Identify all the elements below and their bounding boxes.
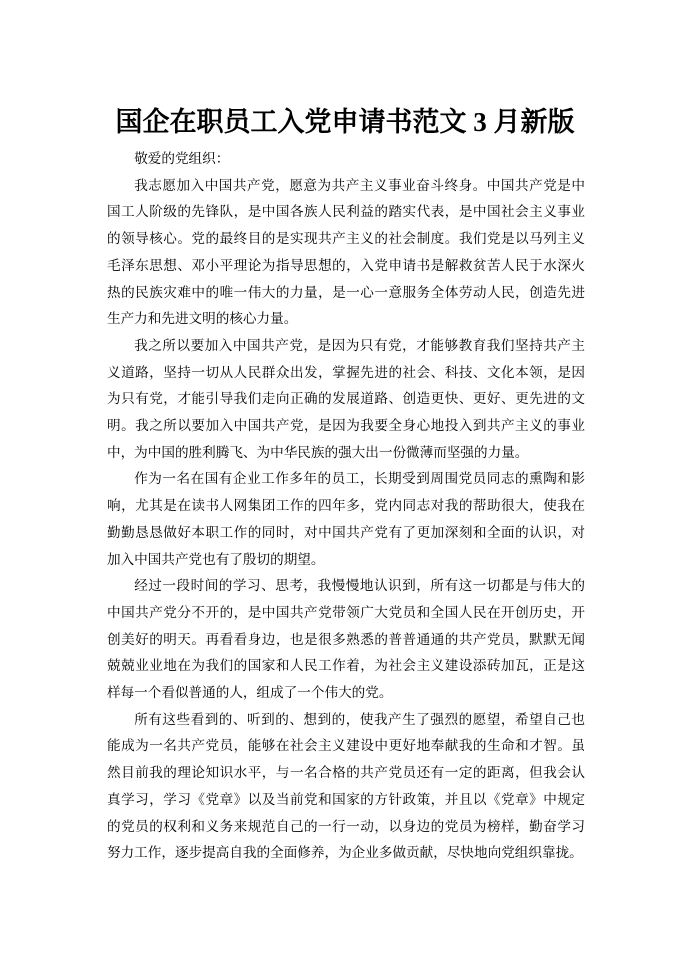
text-line: 毛泽东思想、邓小平理论为指导思想的，入党申请书是解救贫苦人民于水深火	[107, 257, 585, 273]
text-line: 明。我之所以要加入中国共产党，是因为我要全身心地投入到共产主义的事业	[107, 418, 585, 434]
text-line: 为只有党，才能引导我们走向正确的发展道路、创造更快、更好、更先进的文	[107, 391, 585, 407]
text-line: 经过一段时间的学习、思考，我慢慢地认识到，所有这一切都是与伟大的	[134, 578, 585, 594]
text-line: 国工人阶级的先锋队，是中国各族人民利益的踏实代表，是中国社会主义事业	[107, 204, 585, 220]
text-line: 努力工作，逐步提高自我的全面修养，为企业多做贡献，尽快地向党组织靠拢。	[107, 845, 583, 861]
text-line: 中国共产党分不开的，是中国共产党带领广大党员和全国人民在开创历史，开	[107, 604, 585, 620]
text-line: 热的民族灾难中的唯一伟大的力量，是一心一意服务全体劳动人民，创造先进	[107, 284, 585, 300]
text-line: 生产力和先进文明的核心力量。	[107, 311, 298, 327]
text-line: 然目前我的理论知识水平，与一名合格的共产党员还有一定的距离，但我会认	[107, 765, 585, 781]
text-line: 义道路，坚持一切从人民群众出发，掌握先进的社会、科技、文化本领，是因	[107, 364, 585, 380]
text-line: 中，为中国的胜利腾飞、为中华民族的强大出一份微薄而坚强的力量。	[107, 444, 529, 460]
text-line: 我之所以要加入中国共产党，是因为只有党，才能够教育我们坚持共产主	[134, 337, 585, 353]
text-line: 真学习，学习《党章》以及当前党和国家的方针政策，并且以《党章》中规定	[107, 791, 585, 807]
document-body	[107, 146, 585, 867]
text-line: 的党员的权利和义务来规范自己的一行一动，以身边的党员为榜样，勤奋学习	[107, 818, 585, 834]
text-line: 勤勤恳恳做好本职工作的同时，对中国共产党有了更加深刻和全面的认识，对	[107, 524, 585, 540]
salutation: 敬爱的党组织：	[134, 151, 230, 166]
text-line: 作为一名在国有企业工作多年的员工，长期受到周围党员同志的熏陶和影	[134, 471, 585, 487]
text-line: 加入中国共产党也有了殷切的期望。	[107, 551, 325, 567]
text-line: 我志愿加入中国共产党，愿意为共产主义事业奋斗终身。中国共产党是中	[134, 177, 585, 193]
page-title: 国企在职员工入党申请书范文 3 月新版	[115, 107, 575, 137]
text-line: 响，尤其是在读书人网集团工作的四年多，党内同志对我的帮助很大，使我在	[107, 498, 585, 514]
text-line: 创美好的明天。再看看身边，也是很多熟悉的普普通通的共产党员，默默无闻	[107, 631, 585, 647]
text-line: 样每一个看似普通的人，组成了一个伟大的党。	[107, 685, 393, 701]
text-line: 兢兢业业地在为我们的国家和人民工作着，为社会主义建设添砖加瓦，正是这	[107, 658, 585, 674]
text-line: 的领导核心。党的最终目的是实现共产主义的社会制度。我们党是以马列主义	[107, 231, 585, 247]
text-line: 能成为一名共产党员，能够在社会主义建设中更好地奉献我的生命和才智。虽	[107, 738, 585, 754]
text-line: 所有这些看到的、听到的、想到的，使我产生了强烈的愿望，希望自己也	[134, 711, 585, 727]
